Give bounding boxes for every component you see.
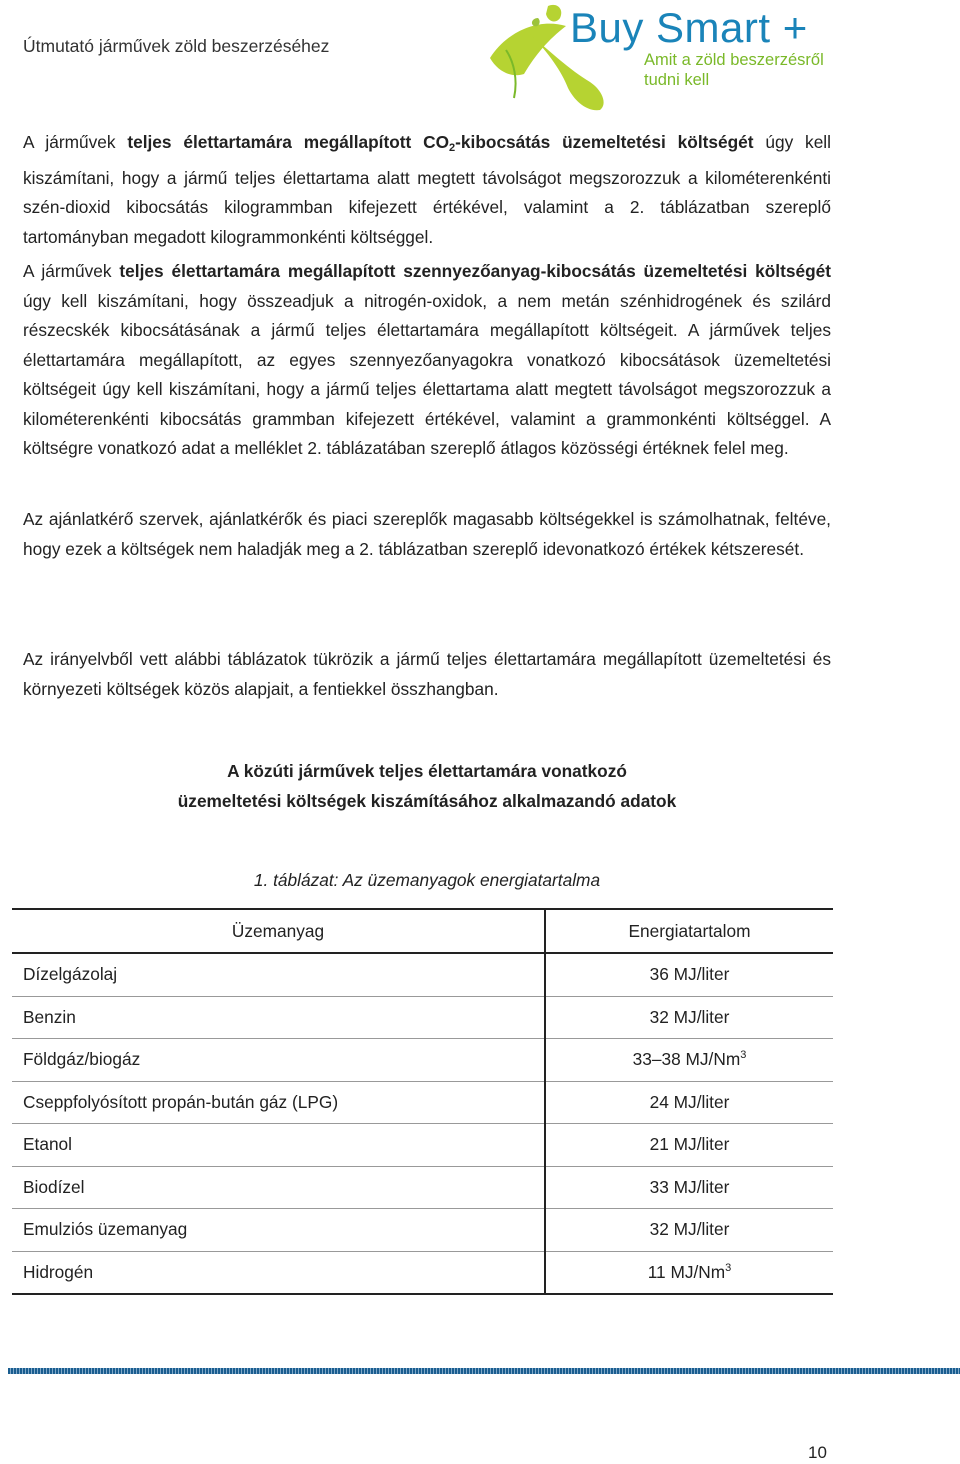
energy-value bbox=[545, 1166, 833, 1209]
paragraph-text: úgy kell kiszámítani, hogy összeadjuk a nitrogén-oxidok, a nem metán szénhidrogének és szilárd részecskék kibocsátásának a jármű teljes élettartamára megállapított költségeit. A járművek teljes élettartamára megállapított, az egyes szennyezőanyagokra vonatkozó kibocsátások üzemeltetési költségeit úgy kell kiszámítani, hogy a jármű teljes élettartama alatt megtett távolságot megszorozzuk a kilométerenkénti kibocsátás grammban kifejezett értékével, valamint a grammonkénti költséggel. A költségre vonatkozó adat a melléklet 2. táblázatában szereplő átlagos közösségi értéknek felel meg. bbox=[23, 290, 831, 458]
energy-value-text: 24 MJ/liter bbox=[649, 1091, 730, 1112]
buy-smart-logo bbox=[478, 0, 878, 118]
energy-value-text: 21 MJ/liter bbox=[649, 1134, 730, 1155]
logo-subtitle-line1: Amit a zöld beszerzésről bbox=[644, 51, 824, 69]
fuel-name: Hidrogén bbox=[12, 1251, 545, 1294]
energy-value bbox=[545, 996, 833, 1039]
table-caption: 1. táblázat: Az üzemanyagok energiatartalma bbox=[253, 870, 601, 890]
fuel-name: Emulziós üzemanyag bbox=[12, 1209, 545, 1252]
footer-divider bbox=[8, 1368, 960, 1374]
table-row bbox=[12, 1166, 833, 1209]
energy-value-text: 11 MJ/Nm bbox=[647, 1261, 726, 1282]
energy-unit-exponent: 3 bbox=[725, 1261, 732, 1274]
energy-value bbox=[545, 953, 833, 996]
logo-subtitle-line2: tudni kell bbox=[644, 71, 710, 89]
paragraph-text: úgy kell kiszámítani, hogy a jármű teljes élettartama alatt megtett távolságot megszorozzuk a kilométerenkénti szén-dioxid kibocsátás kilogrammban kifejezett értékével, valamint a 2. táblázatban szereplő tartományban megadott kilogrammonkénti költséggel. bbox=[23, 132, 831, 247]
table-row bbox=[12, 1251, 833, 1294]
energy-value-text: 32 MJ/liter bbox=[649, 1219, 730, 1240]
section-title-line1: A közúti járművek teljes élettartamára vonatkozó bbox=[227, 761, 627, 781]
fuel-name: Etanol bbox=[12, 1124, 545, 1167]
paragraph-bold: teljes élettartamára megállapított szennyezőanyag-kibocsátás üzemeltetési költségét bbox=[119, 261, 832, 281]
paragraph-higher-costs: Az ajánlatkérő szervek, ajánlatkérők és piaci szereplők magasabb költségekkel is számolhatnak, feltéve, hogy ezek a költségek nem haladják meg a 2. táblázatban szereplő idevonatkozó értékek kétszeresét. bbox=[23, 509, 831, 559]
fuel-name: Cseppfolyósított propán-bután gáz (LPG) bbox=[12, 1081, 545, 1124]
energy-content-table bbox=[12, 908, 833, 1295]
energy-value-text: 33 MJ/liter bbox=[649, 1176, 730, 1197]
fuel-name: Biodízel bbox=[12, 1166, 545, 1209]
fuel-name: Dízelgázolaj bbox=[12, 953, 545, 996]
logo-title: Buy Smart + bbox=[570, 4, 808, 51]
paragraph-bold: -kibocsátás üzemeltetési költségét bbox=[455, 132, 754, 152]
energy-value bbox=[545, 1209, 833, 1252]
energy-value bbox=[545, 1081, 833, 1124]
paragraph-text: A járművek bbox=[23, 132, 128, 152]
fuel-name: Földgáz/biogáz bbox=[12, 1039, 545, 1082]
co2-subscript: 2 bbox=[449, 142, 456, 154]
energy-value bbox=[545, 1124, 833, 1167]
table-row bbox=[12, 953, 833, 996]
paragraph-co2-cost bbox=[23, 128, 831, 252]
paragraph-text: A járművek bbox=[23, 261, 120, 281]
table-header-row bbox=[12, 909, 833, 953]
page-number: 10 bbox=[808, 1443, 827, 1462]
table-header-energy: Energiatartalom bbox=[545, 909, 833, 953]
logo-subtitle bbox=[644, 50, 824, 90]
table-row bbox=[12, 1124, 833, 1167]
table-row bbox=[12, 1039, 833, 1082]
energy-value-text: 33–38 MJ/Nm bbox=[632, 1049, 741, 1070]
energy-value-text: 36 MJ/liter bbox=[649, 964, 730, 985]
section-title bbox=[23, 757, 831, 816]
table-row bbox=[12, 996, 833, 1039]
table-header-fuel: Üzemanyag bbox=[12, 909, 545, 953]
energy-value bbox=[545, 1039, 833, 1082]
section-title-line2: üzemeltetési költségek kiszámításához alkalmazandó adatok bbox=[177, 790, 677, 811]
energy-unit-exponent: 3 bbox=[740, 1049, 747, 1062]
table-row bbox=[12, 1209, 833, 1252]
paragraph-pollutant-cost bbox=[23, 257, 831, 464]
paragraph-tables-intro: Az irányelvből vett alábbi táblázatok tükrözik a jármű teljes élettartamára megállapított üzemeltetési és környezeti költségek közös alapjait, a fentiekkel összhangban. bbox=[23, 649, 831, 699]
energy-value bbox=[545, 1251, 833, 1294]
header-title: Útmutató járművek zöld beszerzéséhez bbox=[23, 36, 330, 56]
fuel-name: Benzin bbox=[12, 996, 545, 1039]
table-row bbox=[12, 1081, 833, 1124]
paragraph-bold: teljes élettartamára megállapított CO bbox=[127, 132, 450, 152]
energy-value-text: 32 MJ/liter bbox=[649, 1006, 730, 1027]
